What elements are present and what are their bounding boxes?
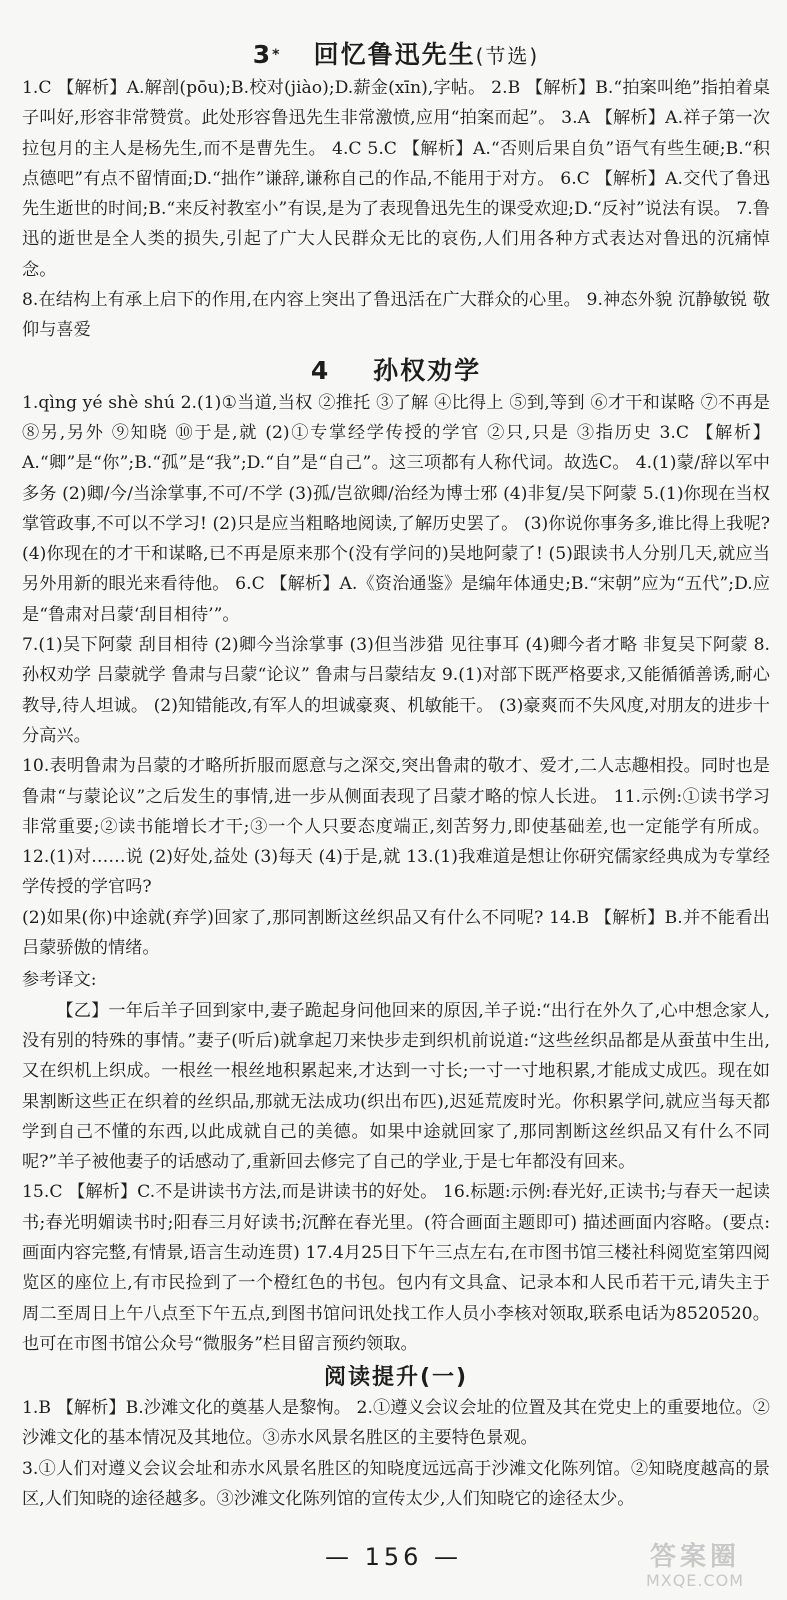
watermark-text: 答案圈 <box>649 1542 740 1572</box>
section-title-recalling-lu-xun <box>22 38 770 73</box>
reference-translation: 【乙】一年后羊子回到家中,妻子跪起身问他回来的原因,羊子说:“出行在外久了,心中想念家人,没有别的特殊的事情。”妻子(听后)就拿起刀来快步走到织机前说道:“这些丝织品都是从蚕茧中生出,又在织机上织成。一根丝一根丝地积累起来,才达到一寸长;一寸一寸地积累,才能成丈成匹。现在如果割断这些正在织着的丝织品,那就无法成功(织出布匹),迟延荒废时光。你积累学问,就应当每天都学到自己不懂的东西,以此成就自己的美德。如果中途就回家了,那同割断这丝织品又有什么不同呢?”羊子被他妻子的话感动了,重新回去修完了自己的学业,于是七年都没有回来。 <box>22 1000 770 1173</box>
answer-paragraph: 10.表明鲁肃为吕蒙的才略所折服而愿意与之深交,突出鲁肃的敬才、爱才,二人志趣相投。同时也是鲁肃“与蒙论议”之后发生的事情,进一步从侧面表现了吕蒙才略的惊人长进。 11.示例:①读书学习非常重要;②读书能增长才干;③一个人只要态度端正,刻苦努力,即使基础差,也一定能学有所成。 12.(1)对……说 (2)好处,益处 (3)每天 (4)于是,就 13.(1)我难道是想让你研究儒家经典成为专掌经学传授的学官吗? <box>22 756 770 898</box>
reference-translation-label: 参考译文: <box>22 970 97 991</box>
section-title-sun-quan <box>22 354 770 388</box>
section-title-text: 孙权劝学 <box>373 355 482 385</box>
answer-paragraph: 3.①人们对遵义会议会址和赤水风景名胜区的知晓度远远高于沙滩文化陈列馆。②知晓度越高的景区,人们知晓的途径越多。③沙滩文化陈列馆的宣传太少,人们知晓它的途径太少。 <box>22 1458 770 1510</box>
answer-page <box>22 0 770 1514</box>
section-title-reading <box>22 1363 770 1393</box>
answer-paragraph: 7.(1)吴下阿蒙 刮目相待 (2)卿今当涂掌事 (3)但当涉猎 见往事耳 (4)卿今者才略 非复吴下阿蒙 8.孙权劝学 吕蒙就学 鲁肃与吕蒙“论议” 鲁肃与吕蒙结友 9.(1)对部下既严格要求,又能循循善诱,耐心教导,待人坦诚。 (2)知错能改,有军人的坦诚豪爽、机敏能干。 (3)豪爽而不失风度,对朋友的进步十分高兴。 <box>22 635 770 746</box>
section-title-text: 回忆鲁迅先生 <box>313 40 476 69</box>
watermark-url: MXQE.COM <box>645 1571 745 1590</box>
answer-paragraph: (2)如果(你)中途就(弃学)回家了,那同割断这丝织品又有什么不同呢? 14.B 【解析】B.并不能看出吕蒙骄傲的情绪。 <box>22 907 770 959</box>
answer-paragraph: 1.qìng yé shè shú 2.(1)①当道,当权 ②推托 ③了解 ④比得上 ⑤到,等到 ⑥才干和谋略 ⑦不再是 ⑧另,另外 ⑨知晓 ⑩于是,就 (2)①专掌经学传授的学官 ②只,只是 ③指历史 3.C 【解析】A.“卿”是“你”;B.“孤”是“我”;D.“自”是“自己”。这三项都有人称代词。故选C。 4.(1)蒙/辞以军中多务 (2)卿/今/当涂掌事,不可/不学 (3)孤/岂欲卿/治经为博士邪 (4)非复/吴下阿蒙 5.(1)你现在当权掌管政事,不可以不学习! (2)只是应当粗略地阅读,了解历史罢了。 (3)你说你事务多,谁比得上我呢? (4)你现在的才干和谋略,已不再是原来那个(没有学问的)吴地阿蒙了! (5)跟读书人分别几天,就应当另外用新的眼光来看待他。 6.C 【解析】A.《资治通鉴》是编年体通史;B.“宋朝”应为“五代”;D.应是“鲁肃对吕蒙‘刮目相待’”。 <box>22 392 770 625</box>
page-number: — 156 — <box>324 1543 463 1571</box>
answer-paragraph: 1.B 【解析】B.沙滩文化的奠基人是黎恂。 2.①遵义会议会址的位置及其在党史上的重要地位。②沙滩文化的基本情况及其地位。③赤水风景名胜区的主要特色景观。 <box>22 1398 770 1449</box>
section-number: 3 <box>252 40 273 69</box>
section-number: 4 <box>310 355 331 385</box>
section-subtitle: (节选) <box>475 44 540 68</box>
optional-mark: * <box>272 47 282 63</box>
answer-paragraph: 8.在结构上有承上启下的作用,在内容上突出了鲁迅活在广大群众的心里。 9.神态外貌 沉静敏锐 敬仰与喜爱 <box>22 290 770 341</box>
watermark-logo <box>611 1542 779 1592</box>
answer-paragraph: 1.C 【解析】A.解剖(pōu);B.校对(jiào);D.薪金(xīn),字帖。 2.B 【解析】B.“拍案叫绝”指拍着桌子叫好,形容非常赞赏。此处形容鲁迅先生非常激愤,应用“拍案而起”。 3.A 【解析】A.祥子第一次拉包月的主人是杨先生,而不是曹先生。 4.C 5.C 【解析】A.“否则后果自负”语气有些生硬;B.“积点德吧”有点不留情面;D.“拙作”谦辞,谦称自己的作品,不能用于对方。 6.C 【解析】A.交代了鲁迅先生逝世的时间;B.“来反衬教室小”有误,是为了表现鲁迅先生的课受欢迎;D.“反衬”说法有误。 7.鲁迅的逝世是全人类的损失,引起了广大人民群众无比的哀伤,人们用各种方式表达对鲁迅的沉痛悼念。 <box>22 78 770 280</box>
answer-paragraph: 15.C 【解析】C.不是讲读书方法,而是讲读书的好处。 16.标题:示例:春光好,正读书;与春天一起读书;春光明媚读书时;阳春三月好读书;沉醉在春光里。(符合画面主题即可) 描述画面内容略。(要点:画面内容完整,有情景,语言生动连贯) 17.4月25日下午三点左右,在市图书馆三楼社科阅览室第四阅览区的座位上,有市民捡到了一个橙红色的书包。包内有文具盒、记录本和人民币若干元,请失主于周二至周日上午八点至下午五点,到图书馆问讯处找工作人员小李核对领取,联系电话为8520520。也可在市图书馆公众号“微服务”栏目留言预约领取。 <box>22 1182 770 1354</box>
section-title-text: 阅读提升(一) <box>323 1365 469 1391</box>
